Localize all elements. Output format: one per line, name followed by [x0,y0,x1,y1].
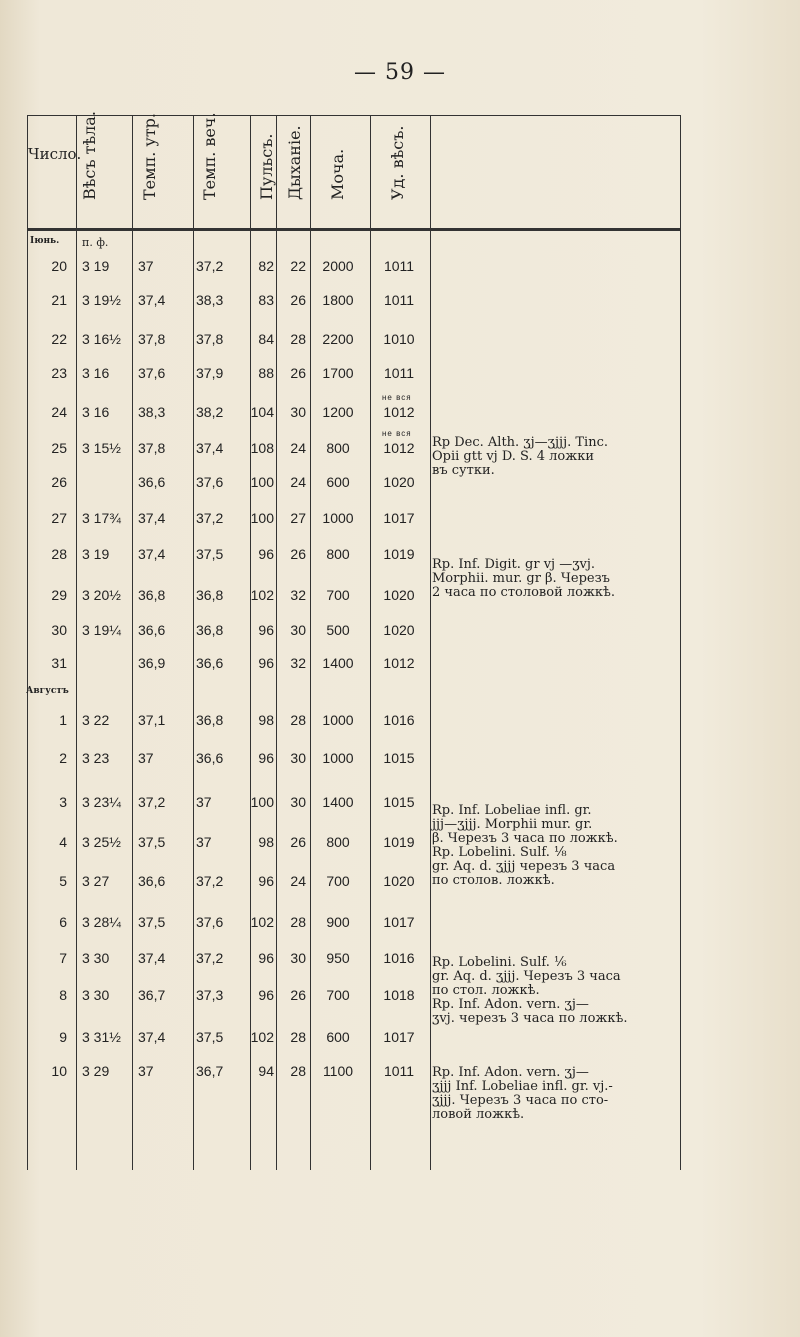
header-temp-morning: Темп. утр. [140,112,159,200]
cell-weight: 3 23¼ [82,794,121,810]
cell-urine: 1400 [322,794,354,810]
cell-te: 37,2 [196,510,224,526]
cell-sg: 1015 [383,794,415,810]
cell-sg: 1020 [383,622,415,638]
cell-te: 37,2 [196,873,224,889]
cell-sg: 1012 [383,404,415,420]
cell-sg: 1016 [383,712,415,728]
cell-weight: 3 16 [82,365,110,381]
cell-te: 37,2 [196,950,224,966]
cell-te: 37,5 [196,1029,224,1045]
table-column-rule [430,115,431,1170]
cell-resp: 24 [290,474,306,490]
cell-weight: 3 31½ [82,1029,121,1045]
cell-sg: 1011 [383,258,415,274]
cell-pulse: 94 [258,1063,274,1079]
cell-resp: 26 [290,365,306,381]
cell-resp: 28 [290,914,306,930]
cell-resp: 22 [290,258,306,274]
cell-tm: 36,6 [138,622,166,638]
cell-resp: 24 [290,440,306,456]
cell-pulse: 84 [258,331,274,347]
cell-pulse: 96 [258,987,274,1003]
cell-pulse: 98 [258,712,274,728]
cell-pulse: 100 [250,510,274,526]
cell-te: 37,8 [196,331,224,347]
cell-day: 7 [59,950,67,966]
header-temp-evening: Темп. веч. [200,112,219,200]
header-urine: Моча. [328,148,347,200]
cell-urine: 600 [326,1029,350,1045]
cell-pulse: 96 [258,750,274,766]
cell-te: 37,6 [196,474,224,490]
cell-tm: 37,4 [138,546,166,562]
cell-day: 27 [51,510,67,526]
cell-te: 37,6 [196,914,224,930]
cell-day: 8 [59,987,67,1003]
cell-weight: 3 30 [82,950,110,966]
cell-urine: 800 [326,440,350,456]
cell-day: 2 [59,750,67,766]
cell-pulse: 102 [250,587,274,603]
cell-resp: 26 [290,987,306,1003]
cell-urine: 500 [326,622,350,638]
header-weight: Вѣсъ тѣла. [80,111,99,200]
table-row-rule [27,115,680,116]
cell-te: 36,8 [196,587,224,603]
cell-urine: 700 [326,987,350,1003]
month-august: Августъ [26,686,69,696]
cell-urine: 1100 [322,1063,354,1079]
cell-sg: 1016 [383,950,415,966]
cell-sg: 1019 [383,834,415,850]
cell-weight: 3 15½ [82,440,121,456]
cell-sg: 1012 [383,655,415,671]
table-column-rule [370,115,371,1170]
cell-resp: 26 [290,546,306,562]
cell-tm: 37,5 [138,834,166,850]
cell-weight: 3 16 [82,404,110,420]
cell-day: 9 [59,1029,67,1045]
cell-te: 37,9 [196,365,224,381]
cell-tm: 37,8 [138,331,166,347]
cell-pulse: 96 [258,655,274,671]
cell-urine: 700 [326,587,350,603]
cell-te: 36,7 [196,1063,224,1079]
cell-weight: 3 28¼ [82,914,121,930]
cell-day: 1 [59,712,67,728]
cell-tm: 37,2 [138,794,166,810]
cell-sg: 1020 [383,474,415,490]
cell-urine: 950 [326,950,350,966]
cell-te: 36,8 [196,622,224,638]
cell-resp: 28 [290,331,306,347]
cell-day: 21 [51,292,67,308]
cell-urine: 600 [326,474,350,490]
header-pulse: Пульсъ. [257,133,276,200]
cell-te: 38,3 [196,292,224,308]
cell-te: 38,2 [196,404,224,420]
prescription-note: Rp Dec. Alth. ʒj—ʒjjj. Tinc. Opii gtt vj D. S. 4 ложки въ сутки. [432,435,608,478]
cell-urine: 2000 [322,258,354,274]
table-column-rule [132,115,133,1170]
specific-gravity-note: не вся [382,393,412,402]
cell-te: 37 [196,834,212,850]
weight-units: п. ф. [82,236,109,249]
cell-sg: 1020 [383,873,415,889]
cell-sg: 1018 [383,987,415,1003]
cell-te: 37 [196,794,212,810]
cell-te: 37,5 [196,546,224,562]
cell-weight: 3 19¼ [82,622,121,638]
cell-weight: 3 25½ [82,834,121,850]
cell-urine: 700 [326,873,350,889]
cell-day: 31 [51,655,67,671]
cell-urine: 1700 [322,365,354,381]
cell-resp: 30 [290,404,306,420]
cell-sg: 1020 [383,587,415,603]
cell-day: 29 [51,587,67,603]
cell-weight: 3 22 [82,712,110,728]
cell-sg: 1012 [383,440,415,456]
cell-tm: 37,4 [138,510,166,526]
cell-pulse: 98 [258,834,274,850]
cell-urine: 1200 [322,404,354,420]
cell-tm: 37,4 [138,292,166,308]
header-respiration: Дыханіе. [285,125,304,200]
cell-pulse: 104 [250,404,274,420]
header-date: Число. [28,145,82,163]
cell-te: 36,6 [196,655,224,671]
page-number: — 59 — [354,60,446,85]
cell-resp: 26 [290,292,306,308]
prescription-note: Rp. Inf. Digit. gr vj —ʒvj. Morphii. mur. gr β. Черезъ 2 часа по столовой ложкѣ. [432,557,616,600]
cell-tm: 38,3 [138,404,166,420]
cell-day: 4 [59,834,67,850]
cell-tm: 37 [138,750,154,766]
cell-urine: 1400 [322,655,354,671]
cell-tm: 37,1 [138,712,166,728]
cell-pulse: 100 [250,794,274,810]
cell-resp: 28 [290,1063,306,1079]
prescription-note: Rp. Lobelini. Sulf. ⅙ gr. Aq. d. ʒjjj. Черезъ 3 часа по стол. ложкѣ. Rp. Inf. Adon. vern. ʒj— ʒvj. черезъ 3 часа по ложкѣ. [432,955,628,1026]
cell-day: 6 [59,914,67,930]
cell-resp: 30 [290,622,306,638]
cell-resp: 30 [290,950,306,966]
cell-urine: 2200 [322,331,354,347]
cell-urine: 1000 [322,510,354,526]
cell-sg: 1017 [383,1029,415,1045]
cell-sg: 1017 [383,914,415,930]
cell-sg: 1017 [383,510,415,526]
table-column-rule [310,115,311,1170]
cell-resp: 28 [290,1029,306,1045]
cell-resp: 30 [290,750,306,766]
cell-resp: 24 [290,873,306,889]
table-column-rule [680,115,681,1170]
cell-weight: 3 19 [82,546,110,562]
cell-resp: 28 [290,712,306,728]
cell-te: 37,4 [196,440,224,456]
cell-tm: 37,8 [138,440,166,456]
cell-weight: 3 29 [82,1063,110,1079]
cell-resp: 26 [290,834,306,850]
table-column-rule [76,115,77,1170]
cell-sg: 1011 [383,1063,415,1079]
cell-weight: 3 19½ [82,292,121,308]
cell-pulse: 96 [258,873,274,889]
cell-tm: 37 [138,258,154,274]
cell-day: 3 [59,794,67,810]
cell-te: 37,3 [196,987,224,1003]
cell-urine: 1800 [322,292,354,308]
table-row-rule [27,230,680,231]
cell-te: 37,2 [196,258,224,274]
cell-sg: 1011 [383,365,415,381]
cell-pulse: 96 [258,546,274,562]
cell-pulse: 102 [250,914,274,930]
cell-pulse: 88 [258,365,274,381]
cell-weight: 3 30 [82,987,110,1003]
cell-weight: 3 20½ [82,587,121,603]
cell-pulse: 96 [258,622,274,638]
cell-day: 10 [51,1063,67,1079]
cell-tm: 37,5 [138,914,166,930]
cell-day: 23 [51,365,67,381]
cell-te: 36,6 [196,750,224,766]
specific-gravity-note: не вся [382,429,412,438]
cell-weight: 3 27 [82,873,110,889]
cell-sg: 1011 [383,292,415,308]
cell-tm: 36,7 [138,987,166,1003]
cell-pulse: 102 [250,1029,274,1045]
cell-day: 30 [51,622,67,638]
cell-tm: 36,8 [138,587,166,603]
cell-day: 5 [59,873,67,889]
cell-sg: 1019 [383,546,415,562]
cell-urine: 800 [326,546,350,562]
cell-resp: 27 [290,510,306,526]
cell-pulse: 83 [258,292,274,308]
cell-weight: 3 16½ [82,331,121,347]
cell-weight: 3 19 [82,258,110,274]
cell-urine: 1000 [322,712,354,728]
cell-resp: 30 [290,794,306,810]
cell-tm: 36,9 [138,655,166,671]
cell-sg: 1015 [383,750,415,766]
cell-pulse: 96 [258,950,274,966]
cell-te: 36,8 [196,712,224,728]
cell-resp: 32 [290,587,306,603]
cell-pulse: 82 [258,258,274,274]
cell-day: 28 [51,546,67,562]
cell-day: 24 [51,404,67,420]
prescription-note: Rp. Inf. Lobeliae infl. gr. jjj—ʒjjj. Morphii mur. gr. β. Черезъ 3 часа по ложкѣ. Rp. Lobelini. Sulf. ⅛ gr. Aq. d. ʒjjj черезъ 3 часа по столов. ложкѣ. [432,803,618,888]
cell-day: 26 [51,474,67,490]
cell-tm: 37,6 [138,365,166,381]
cell-pulse: 100 [250,474,274,490]
cell-tm: 36,6 [138,873,166,889]
cell-day: 25 [51,440,67,456]
header-specific-gravity: Уд. вѣсъ. [388,125,407,200]
cell-tm: 37,4 [138,950,166,966]
cell-urine: 1000 [322,750,354,766]
cell-tm: 37 [138,1063,154,1079]
cell-sg: 1010 [383,331,415,347]
cell-weight: 3 23 [82,750,110,766]
prescription-note: Rp. Inf. Adon. vern. ʒj— ʒjjj Inf. Lobeliae infl. gr. vj.- ʒjjj. Черезъ 3 часа по сто- ловой ложкѣ. [432,1065,613,1122]
cell-day: 20 [51,258,67,274]
month-june: Іюнь. [30,236,60,246]
cell-urine: 800 [326,834,350,850]
cell-tm: 36,6 [138,474,166,490]
table-column-rule [193,115,194,1170]
cell-day: 22 [51,331,67,347]
cell-pulse: 108 [250,440,274,456]
cell-resp: 32 [290,655,306,671]
cell-weight: 3 17¾ [82,510,121,526]
cell-tm: 37,4 [138,1029,166,1045]
cell-urine: 900 [326,914,350,930]
